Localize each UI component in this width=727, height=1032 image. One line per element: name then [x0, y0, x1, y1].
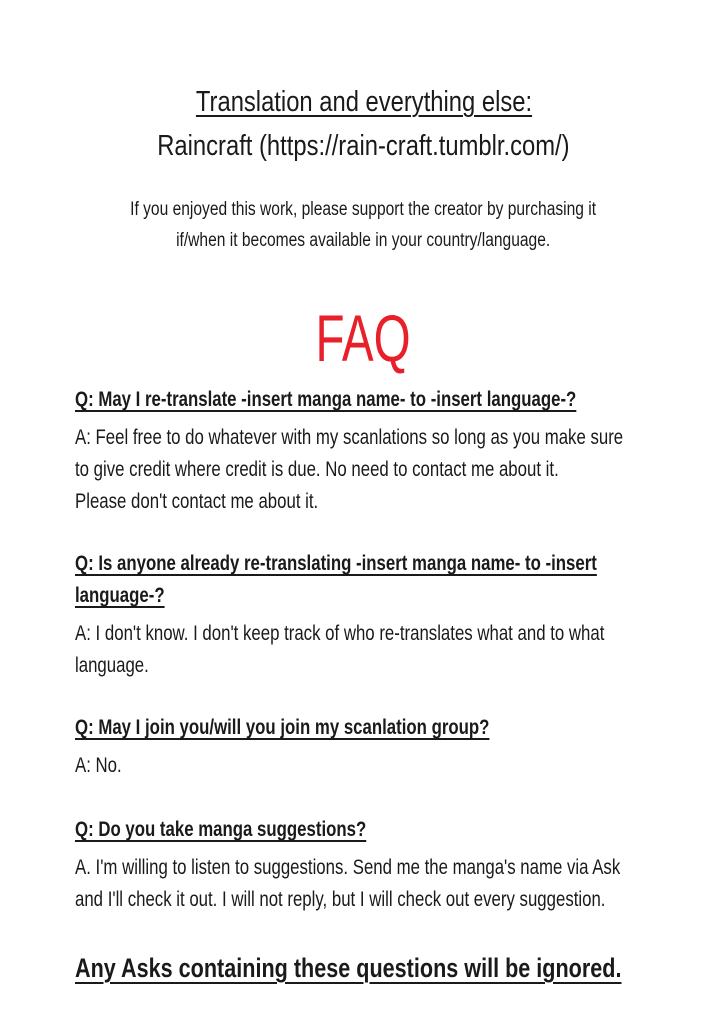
ignored-asks-notice: Any Asks containing these questions will be ignored. — [75, 953, 622, 983]
support-notice — [0, 196, 727, 258]
faq-item-join-group — [75, 712, 685, 782]
translation-credit-heading: Translation and everything else: — [195, 86, 532, 118]
faq-answer-line: A: Feel free to do whatever with my scanlations so long as you make sure — [75, 426, 624, 449]
faq-question: Q: May I join you/will you join my scanlation group? — [75, 716, 490, 739]
faq-answer-line: A: I don't know. I don't keep track of who re-translates what and to what — [75, 622, 605, 645]
footer-warning — [75, 950, 727, 986]
faq-heading — [0, 300, 727, 376]
faq-answer-line: and I'll check it out. I will not reply, but I will check out every suggestion. — [75, 888, 606, 911]
translator-name-link: Raincraft (https://rain-craft.tumblr.com/) — [157, 130, 570, 162]
faq-answer-line: to give credit where credit is due. No need to contact me about it. — [75, 458, 559, 481]
credits-header — [0, 82, 727, 170]
support-line-1: If you enjoyed this work, please support the creator by purchasing it — [130, 199, 597, 220]
faq-answer-line: Please don't contact me about it. — [75, 490, 319, 513]
faq-item-already-translating — [75, 548, 685, 682]
faq-item-suggestions — [75, 814, 685, 916]
faq-question: Q: Is anyone already re-translating -insert manga name- to -insert — [75, 552, 597, 575]
support-line-2: if/when it becomes available in your country/language. — [176, 230, 551, 251]
faq-question: Q: May I re-translate -insert manga name- to -insert language-? — [75, 388, 577, 411]
faq-item-retranslate — [75, 384, 685, 518]
faq-answer-line: language. — [75, 654, 149, 677]
faq-question: Q: Do you take manga suggestions? — [75, 818, 367, 841]
faq-answer-line: A: No. — [75, 754, 122, 777]
faq-title: FAQ — [315, 301, 412, 375]
faq-question-continued: language-? — [75, 584, 165, 607]
faq-answer-line: A. I'm willing to listen to suggestions. Send me the manga's name via Ask — [75, 856, 621, 879]
